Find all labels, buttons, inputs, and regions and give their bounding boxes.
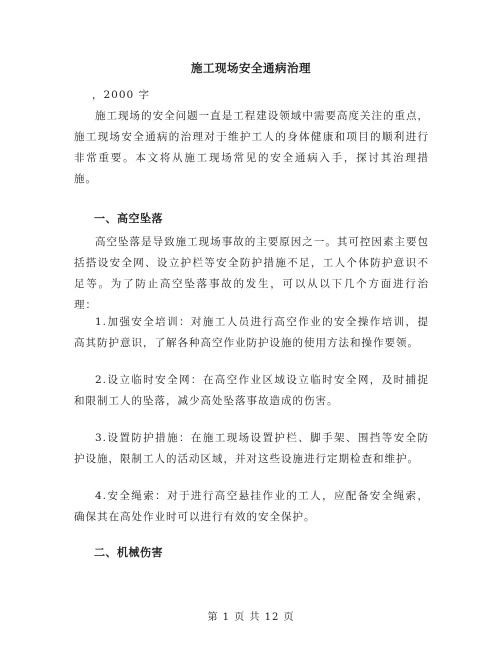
document-title: 施工现场安全通病治理 — [191, 61, 311, 75]
subtitle-wordcount: ，2000 字 — [92, 89, 151, 101]
list-item-safety-net: 2.设立临时安全网：在高空作业区域设立临时安全网，及时捕捉和限制工人的坠落，减少高处坠落事故造成的伤害。 — [74, 374, 429, 407]
intro-paragraph: 施工现场的安全问题一直是工程建设领域中需要高度关注的重点，施工现场安全通病的治理对于维护工人的身体健康和项目的顺利进行非常重要。本文将从施工现场常见的安全通病入手，探讨其治理措施。 — [74, 110, 429, 185]
section-heading-mechanical-injury: 二、机械伤害 — [94, 546, 163, 559]
section1-intro-paragraph: 高空坠落是导致施工现场事故的主要原因之一。其可控因素主要包括搭设安全网、设立护栏等安全防护措施不足，工人个体防护意识不足等。为了防止高空坠落事故的发生，可以从以下几个方面进行治理： — [74, 236, 429, 311]
page-footer: 第 1 页 共 12 页 — [207, 612, 295, 623]
list-item-protective-measures: 3.设置防护措施：在施工现场设置护栏、脚手架、围挡等安全防护设施，限制工人的活动区域，并对这些设施进行定期检查和维护。 — [74, 432, 429, 465]
section-heading-high-fall: 一、高空坠落 — [94, 212, 163, 225]
list-item-safety-training: 1.加强安全培训：对施工人员进行高空作业的安全操作培训，提高其防护意识，了解各种高空作业防护设施的使用方法和操作要领。 — [74, 316, 429, 349]
list-item-safety-rope: 4.安全绳索：对于进行高空悬挂作业的工人，应配备安全绳索，确保其在高处作业时可以进行有效的安全保护。 — [74, 490, 429, 523]
